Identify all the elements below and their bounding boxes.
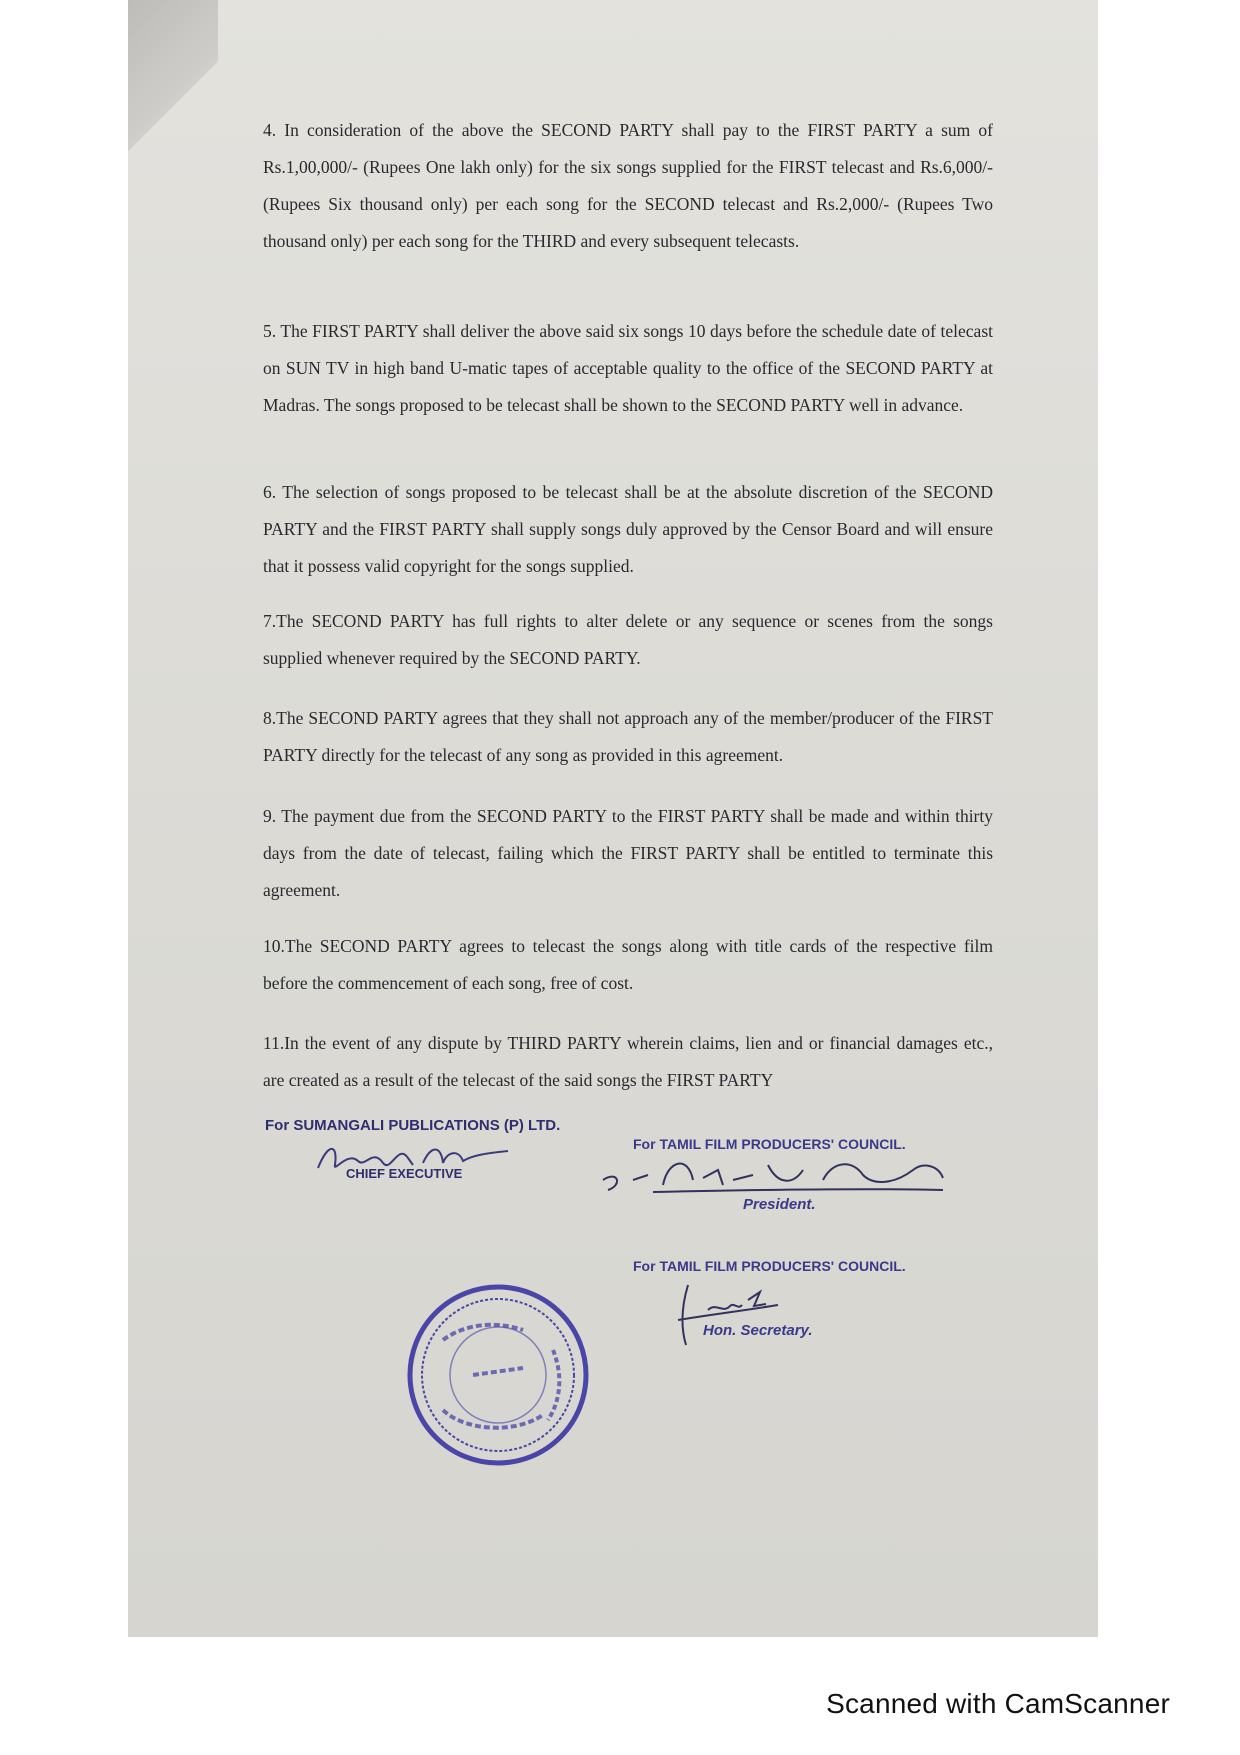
- round-seal-icon: [403, 1280, 593, 1470]
- clause-9: 9. The payment due from the SECOND PARTY to the FIRST PARTY shall be made and within thirty days from the date of telecast, failing which the FIRST PARTY shall be entitled to terminate this agreement.: [263, 806, 993, 900]
- secretary-title: Hon. Secretary.: [703, 1322, 813, 1339]
- folded-corner: [128, 0, 218, 160]
- clause-8: 8.The SECOND PARTY agrees that they shall not approach any of the member/producer of the FIRST PARTY directly for the telecast of any song as provided in this agreement.: [263, 708, 993, 765]
- clause-6: 6. The selection of songs proposed to be telecast shall be at the absolute discretion of the SECOND PARTY and the FIRST PARTY shall supply songs duly approved by the Censor Board and will ensure that it possess valid copyright for the songs supplied.: [263, 482, 993, 576]
- sumangali-company-stamp: For SUMANGALI PUBLICATIONS (P) LTD.: [265, 1117, 561, 1134]
- clause-4: 4. In consideration of the above the SECOND PARTY shall pay to the FIRST PARTY a sum of Rs.1,00,000/- (Rupees One lakh only) for the six songs supplied for the FIRST telecast and Rs.6,000/- (Rupees Six thousand only) per each song for the SECOND telecast and Rs.2,000/- (Rupees Two thousand only) per each song for the THIRD and every subsequent telecasts.: [263, 120, 993, 251]
- clause-5: 5. The FIRST PARTY shall deliver the above said six songs 10 days before the schedule date of telecast on SUN TV in high band U-matic tapes of acceptable quality to the office of the SECOND PARTY at Madras. The songs proposed to be telecast shall be shown to the SECOND PARTY well in advance.: [263, 321, 993, 415]
- council-president-stamp: For TAMIL FILM PRODUCERS' COUNCIL.: [633, 1136, 906, 1152]
- clause-7: 7.The SECOND PARTY has full rights to alter delete or any sequence or scenes from the songs supplied whenever required by the SECOND PARTY.: [263, 611, 993, 668]
- camscanner-watermark: Scanned with CamScanner: [826, 1688, 1170, 1719]
- scanned-page: [128, 0, 1098, 1637]
- secretary-signature: [668, 1280, 788, 1350]
- chief-executive-title: CHIEF EXECUTIVE: [346, 1166, 463, 1181]
- president-signature: [593, 1140, 953, 1200]
- president-title: President.: [743, 1196, 816, 1213]
- clause-11: 11.In the event of any dispute by THIRD PARTY wherein claims, lien and or financial damages etc., are created as a result of the telecast of the said songs the FIRST PARTY: [263, 1033, 993, 1090]
- clause-10: 10.The SECOND PARTY agrees to telecast the songs along with title cards of the respective film before the commencement of each song, free of cost.: [263, 936, 993, 993]
- council-secretary-stamp: For TAMIL FILM PRODUCERS' COUNCIL.: [633, 1258, 906, 1274]
